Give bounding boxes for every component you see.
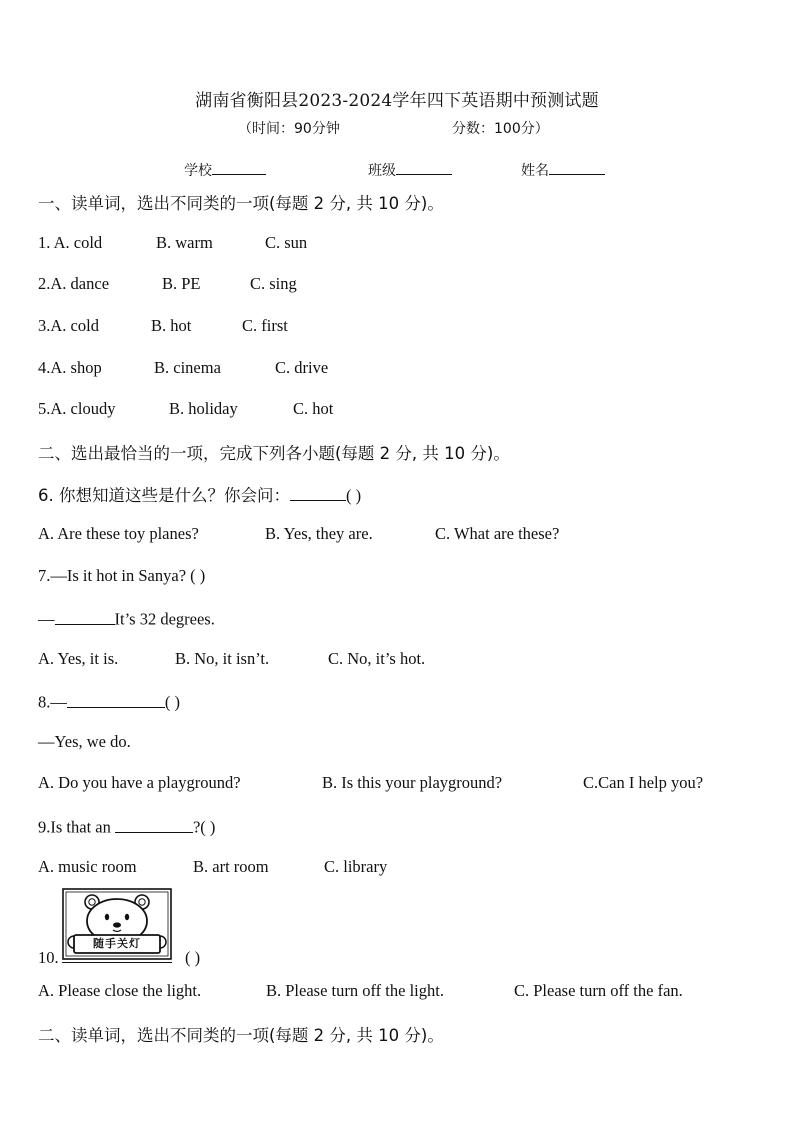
question-7-stem: 7.—Is it hot in Sanya? ( ) xyxy=(38,566,206,585)
question-4 xyxy=(38,358,329,378)
option-b[interactable]: B. PE xyxy=(162,274,201,293)
option-b[interactable]: B. warm xyxy=(156,233,213,252)
option-c[interactable]: C. library xyxy=(324,857,388,876)
question-9-stem xyxy=(38,815,215,838)
option-a[interactable]: A. Are these toy planes? xyxy=(38,524,199,543)
option-a[interactable]: A. music room xyxy=(38,857,137,876)
option-c[interactable]: C. drive xyxy=(275,358,329,377)
turn-off-light-sign xyxy=(62,888,172,960)
name-blank[interactable] xyxy=(549,160,605,175)
sign-text: 随手关灯 xyxy=(93,937,141,950)
answer-paren[interactable]: ?( ) xyxy=(192,817,216,837)
option-c[interactable]: C. No, it’s hot. xyxy=(328,649,426,668)
question-1 xyxy=(38,233,308,253)
question-7-options xyxy=(38,649,426,669)
question-3 xyxy=(38,316,288,336)
option-b[interactable]: B. Yes, they are. xyxy=(265,524,373,543)
question-8-options xyxy=(38,773,704,793)
option-b[interactable]: B. holiday xyxy=(169,399,238,418)
question-2 xyxy=(38,274,297,294)
section-3-heading: 二、读单词，选出不同类的一项(每题 2 分, 共 10 分)。 xyxy=(38,1026,444,1045)
option-b[interactable]: B. cinema xyxy=(154,358,221,377)
school-field xyxy=(184,160,266,180)
option-b[interactable]: B. Please turn off the light. xyxy=(266,981,444,1000)
answer-blank[interactable] xyxy=(67,690,165,708)
option-a[interactable]: 5.A. cloudy xyxy=(38,399,116,418)
option-b[interactable]: B. No, it isn’t. xyxy=(175,649,270,668)
question-10-options xyxy=(38,981,683,1001)
answer-blank[interactable] xyxy=(290,484,346,502)
option-a[interactable]: A. Please close the light. xyxy=(38,981,202,1000)
reply-text: It’s 32 degrees. xyxy=(114,609,215,629)
exam-time: （时间：90分钟 xyxy=(238,121,340,137)
exam-score: 分数：100分） xyxy=(452,121,549,137)
question-10-number: 10. xyxy=(38,948,59,967)
question-6-stem xyxy=(38,482,361,506)
question-5 xyxy=(38,399,334,419)
class-blank[interactable] xyxy=(396,160,452,175)
page-title: 湖南省衡阳县2023-2024学年四下英语期中预测试题 xyxy=(195,91,599,111)
option-c[interactable]: C. sing xyxy=(250,274,297,293)
option-b[interactable]: B. Is this your playground? xyxy=(322,773,503,792)
answer-blank[interactable] xyxy=(55,607,115,625)
section-1-heading: 一、读单词，选出不同类的一项(每题 2 分, 共 10 分)。 xyxy=(38,194,444,213)
option-c[interactable]: C. What are these? xyxy=(435,524,560,543)
question-6-text: 6. 你想知道这些是什么？你会问： xyxy=(38,486,290,505)
option-a[interactable]: A. Yes, it is. xyxy=(38,649,119,668)
option-a[interactable]: 4.A. shop xyxy=(38,358,102,377)
option-b[interactable]: B. art room xyxy=(193,857,269,876)
section-2-heading: 二、选出最恰当的一项，完成下列各小题(每题 2 分, 共 10 分)。 xyxy=(38,444,510,463)
question-9-text: 9.Is that an xyxy=(38,817,115,837)
option-b[interactable]: B. hot xyxy=(151,316,192,335)
question-8-stem xyxy=(38,690,180,713)
school-blank[interactable] xyxy=(212,160,266,175)
option-c[interactable]: C. Please turn off the fan. xyxy=(514,981,683,1000)
class-label: 班级 xyxy=(368,163,396,179)
option-c[interactable]: C. first xyxy=(242,316,288,335)
answer-paren[interactable]: ( ) xyxy=(164,692,180,712)
question-9-options xyxy=(38,857,388,877)
school-label: 学校 xyxy=(184,163,212,179)
option-c[interactable]: C.Can I help you? xyxy=(583,773,704,792)
option-a[interactable]: A. Do you have a playground? xyxy=(38,773,241,792)
question-7-reply xyxy=(38,607,215,630)
option-a[interactable]: 2.A. dance xyxy=(38,274,110,293)
dash: — xyxy=(38,609,55,629)
answer-paren[interactable]: ( ) xyxy=(346,486,362,505)
class-field xyxy=(368,160,452,180)
answer-paren[interactable]: ( ) xyxy=(185,948,201,967)
question-8-reply: —Yes, we do. xyxy=(38,732,131,751)
answer-blank[interactable] xyxy=(62,962,172,963)
question-6-options xyxy=(38,524,560,544)
answer-blank[interactable] xyxy=(115,815,193,833)
option-a[interactable]: 1. A. cold xyxy=(38,233,103,252)
name-field xyxy=(521,160,605,180)
question-8-text: 8.— xyxy=(38,692,67,712)
name-label: 姓名 xyxy=(521,163,549,179)
option-c[interactable]: C. hot xyxy=(293,399,334,418)
option-c[interactable]: C. sun xyxy=(265,233,308,252)
option-a[interactable]: 3.A. cold xyxy=(38,316,99,335)
